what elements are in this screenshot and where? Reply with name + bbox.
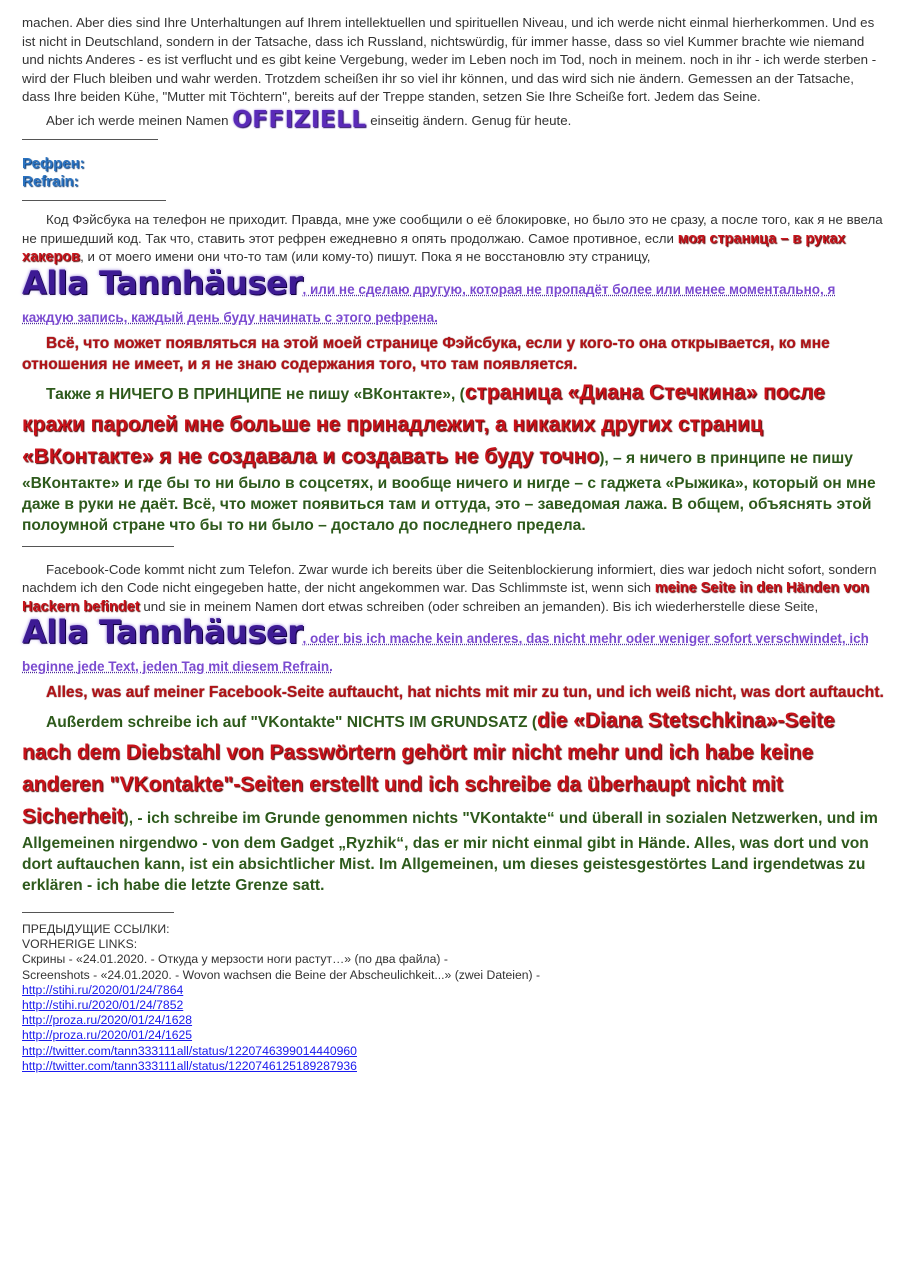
link-stihi-7864[interactable]: http://stihi.ru/2020/01/24/7864 [22,982,184,997]
de-refrain-promise: , oder bis ich mache kein anderes, das nicht mehr oder weniger sofort verschwindet, ich beginne jede Text, jeden Tag mit diesem Refrain. [22,631,869,674]
link-twitter-status-1[interactable]: http://twitter.com/tann333111all/status/1220746399014440960 [22,1043,357,1058]
de-hackers-emphasis: meine Seite in den Händen von Hackern befindet [22,580,870,615]
intro-paragraph: machen. Aber dies sind Ihre Unterhaltungen auf Ihrem intellektuellen und spirituellen Niveau, und ich werde nicht einmal hierherkommen. Und es ist nicht in Deutschland, sondern in der Tatsache, dass ich Russland, nichtswürdig, für immer hasse, dass so viel Kummer brachte wie niemand und nichts Anderes - es ist verflucht und es gibt keine Vergebung, weder im Leben noch im Tod, noch in meinem. noch in ihr - ich werde sterben - wird der Fluch bleiben und wahr werden. Trotzdem scheißen ihr so viel ihr können, und das wird sich nie ändern. Gemessen an der Tatsache, dass Ihre beiden Kühe, "Mutter mit Töchtern", bereits auf der Treppe standen, setzen Sie Ihre Scheiße fort. Jedem das Seine. [22,15,877,104]
ru-facebook-disclaimer: Всё, что может появляться на этой моей странице Фэйсбука, если у кого-то она открывается, ко мне отношения не имеет, и я не знаю содержания того, что там появляется. [22,334,830,373]
ru-p4-text-a: Также я НИЧЕГО В ПРИНЦИПЕ не пишу «ВКонтакте», ( [46,385,465,403]
divider [22,139,158,140]
ru-refrain-promise: , или не сделаю другую, которая не пропадёт более или менее моментально, я каждую запись, каждый день буду начинать с этого рефрена. [22,281,836,325]
divider [22,546,174,547]
ru-stolen-page-emphasis: страница «Диана Стечкина» после кражи паролей мне больше не принадлежит, а никаких других страниц «ВКонтакте» я не создавала и создавать не буду точно [22,380,825,468]
document-page [22,14,884,1074]
links-description-de: Screenshots - «24.01.2020. - Wovon wachsen die Beine der Abscheulichkeit...» (zwei Dateien) - [22,967,541,982]
ru-vkontakte-paragraph [22,377,884,536]
intro-name-paragraph [22,106,884,133]
offiziell-emphasis: OFFIZIELL [232,106,367,133]
de-vkontakte-paragraph [22,705,884,896]
refrain-heading-ru: Рефрен: [22,155,85,172]
ru-name-paragraph [22,263,884,332]
ru-p4-text-b: ), – я ничего в принципе не пишу «ВКонтакте» и где бы то ни было в соцсетях, и вообще ничего и нигде – с гаджета «Рыжика», который он мне даже в руки не даёт. Всё, что может появиться там и оттуда, это – заведомая лажа. В общем, объяснять этой полоумной стране что бы то ни было – достало до последнего предела. [22,449,876,534]
links-heading-ru: ПРЕДЫДУЩИЕ ССЫЛКИ: [22,922,170,936]
ru-hackers-emphasis: моя страница – в руках хакеров [22,230,846,265]
links-description-ru: Скрины - «24.01.2020. - Откуда у мерзости ноги растут…» (по два файла) - [22,952,448,967]
de-name-paragraph [22,613,884,681]
ru-p1-text-b: , и от моего имени они что-то там (или кому-то) пишут. Пока я не восстановлю эту страницу, [80,249,651,264]
de-p1-text-a: Facebook-Code kommt nicht zum Telefon. Zwar wurde ich bereits über die Seitenblockierung informiert, dies war jedoch nicht sofort, sondern nachdem ich den Code nicht eingegeben hatte, der nicht angekommen war. Das Schlimmste ist, wenn sich [22,561,877,595]
de-p4-text-a: Außerdem schreibe ich auf "VKontakte" NICHTS IM GRUNDSATZ ( [46,714,538,731]
de-facebook-disclaimer: Alles, was auf meiner Facebook-Seite auftaucht, hat nichts mit mir zu tun, und ich weiß nicht, was dort auftaucht. [46,684,884,701]
link-stihi-7852[interactable]: http://stihi.ru/2020/01/24/7852 [22,998,184,1013]
de-paragraph-1 [22,561,884,617]
link-proza-1628[interactable]: http://proza.ru/2020/01/24/1628 [22,1013,193,1028]
author-name: Alla Tannhäuser [22,263,303,302]
previous-links-section [22,922,884,1074]
ru-p1-text-a: Код Фэйсбука на телефон не приходит. Правда, мне уже сообщили о её блокировке, но было это не сразу, а после того, как я не ввела не пришедший код. Так что, ставить этот рефрен ежедневно я опять продолжаю. Самое противное, если [22,212,883,246]
link-proza-1625[interactable]: http://proza.ru/2020/01/24/1625 [22,1028,193,1043]
de-stolen-page-emphasis: die «Diana Stetschkina»-Seite nach dem Diebstahl von Passwörtern gehört mir nicht mehr und ich habe keine anderen "VKontakte"-Seiten erstellt und ich schreibe da überhaupt nicht mit Sicherheit [22,709,835,828]
de-p1-text-b: und sie in meinem Namen dort etwas schreiben (oder schreiben an jemanden). Bis ich wiederherstelle diese Seite, [139,598,819,614]
link-twitter-status-2[interactable]: http://twitter.com/tann333111all/status/1220746125189287936 [22,1058,357,1073]
ru-paragraph-1 [22,211,884,267]
author-name: Alla Tannhäuser [22,613,303,651]
divider [22,200,166,201]
intro-text-before: Aber ich werde meinen Namen [46,112,233,128]
refrain-heading-de: Refrain: [22,173,79,190]
divider [22,912,174,913]
de-p4-text-b: ), - ich schreibe im Grunde genommen nichts "VKontakte“ und überall in sozialen Netzwerken, und im Allgemeinen nirgendwo - von dem Gadget „Ryzhik“, das er mir nicht einmal gibt in Hände. Alles, was dort und von dort auftauchen kann, ist ein absichtlicher Mist. Im Allgemeinen, um dieses geistesgestörtes Land irgendetwas zu erklären - ich habe die letzte Grenze satt. [22,810,878,894]
links-heading-de: VORHERIGE LINKS: [22,937,138,952]
intro-text-after: einseitig ändern. Genug für heute. [366,112,572,128]
